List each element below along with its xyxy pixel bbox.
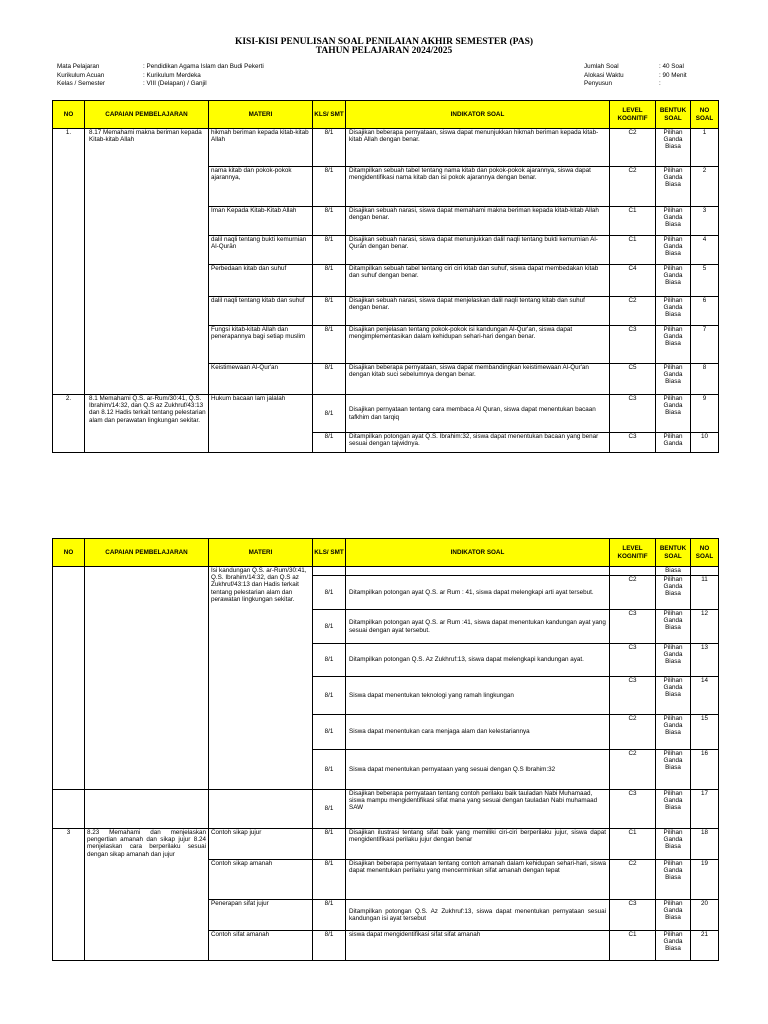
- capaian-cell: [85, 790, 209, 829]
- nosoal-cell: 17: [691, 790, 719, 829]
- kls-cell: 8/1: [313, 433, 346, 453]
- col-nosoal-header: NO SOAL: [691, 539, 719, 567]
- level-cell: C5: [610, 364, 656, 395]
- nosoal-cell: 16: [691, 750, 719, 790]
- row-number: [53, 790, 85, 829]
- materi-cell: Perbedaan kitab dan suhuf: [209, 265, 313, 297]
- bentuk-cell: Pilihan Ganda Biasa: [656, 677, 691, 715]
- indikator-cell: Disajikan beberapa pernyataan tentang contoh perilaku baik tauladan Nabi Muhamaad, siswa mampu mengidentifikasi sifat mana yang sesuai dengan tauladan Nabi muhamaad SAW: [346, 790, 610, 829]
- row-number: 1.: [53, 129, 85, 395]
- bentuk-cell: Pilihan Ganda Biasa: [656, 644, 691, 677]
- meta-key: Alokasi Waktu: [584, 71, 624, 79]
- meta-key: Kurikulum Acuan: [57, 71, 105, 79]
- indikator-cell: Ditampilkan sebuah tabel tentang ciri ciri kitab dan suhuf, siswa dapat membedakan kitab dan suhuf dengan benar.: [346, 265, 610, 297]
- materi-cell: Penerapan sifat jujur: [209, 900, 313, 931]
- meta-value: :: [659, 80, 661, 88]
- col-cp-header: CAPAIAN PEMBELAJARAN: [85, 101, 209, 129]
- col-materi-header: MATERI: [209, 101, 313, 129]
- indikator-cell: Disajikan sebuah narasi, siswa dapat memahami makna beriman kepada kitab-kitab Allah dengan benar.: [346, 207, 610, 236]
- col-nosoal-header: NO SOAL: [691, 101, 719, 129]
- kls-cell: 8/1: [313, 265, 346, 297]
- nosoal-cell: 19: [691, 860, 719, 900]
- kls-cell: 8/1: [313, 715, 346, 750]
- meta-row: [57, 72, 264, 81]
- meta-row: [584, 72, 687, 81]
- materi-cell: nama kitab dan pokok-pokok ajarannya,: [209, 167, 313, 207]
- nosoal-cell: 5: [691, 265, 719, 297]
- level-cell: C3: [610, 790, 656, 829]
- document-subtitle: TAHUN PELAJARAN 2024/2025: [315, 46, 453, 56]
- indikator-cell: siswa dapat mengidentifikasi sifat sifat amanah: [346, 931, 610, 961]
- indikator-cell: Disajikan ilustrasi tentang sifat baik yang memiliki ciri-ciri berperilaku jujur, siswa dapat mengidentifikasi perilaku jujur dengan benar: [346, 829, 610, 860]
- bentuk-cell: Biasa: [656, 567, 691, 576]
- kls-cell: 8/1: [313, 297, 346, 326]
- nosoal-cell: 18: [691, 829, 719, 860]
- document-title: KISI-KISI PENULISAN SOAL PENILAIAN AKHIR SEMESTER (PAS): [234, 37, 534, 47]
- bentuk-cell: Pilihan Ganda Biasa: [656, 900, 691, 931]
- level-cell: C3: [610, 677, 656, 715]
- bentuk-cell: Pilihan Ganda Biasa: [656, 395, 691, 433]
- kls-cell: 8/1: [313, 236, 346, 265]
- nosoal-cell: 1: [691, 129, 719, 167]
- col-kls-header: KLS/ SMT: [313, 101, 346, 129]
- level-cell: C2: [610, 297, 656, 326]
- bentuk-cell: Pilihan Ganda Biasa: [656, 576, 691, 610]
- col-cp-header: CAPAIAN PEMBELAJARAN: [85, 539, 209, 567]
- indikator-cell: Disajikan penjelasan tentang pokok-pokok isi kandungan Al-Qur'an, siswa dapat mengimplementasikan dalam kehidupan sehari-hari dengan benar.: [346, 326, 610, 364]
- indikator-cell: Ditampilkan potongan Q.S. Az Zukhruf:13, siswa dapat menentukan pernyataan sesuai kandungan isi ayat tersebut: [346, 900, 610, 931]
- level-cell: C1: [610, 829, 656, 860]
- materi-cell: Hukum bacaan lam jalalah: [209, 395, 313, 453]
- nosoal-cell: 3: [691, 207, 719, 236]
- kls-cell: 8/1: [313, 790, 346, 829]
- meta-key: Kelas / Semester: [57, 80, 105, 88]
- bentuk-cell: Pilihan Ganda Biasa: [656, 236, 691, 265]
- row-number: 2.: [53, 395, 85, 453]
- col-bentuk-header: BENTUK SOAL: [656, 101, 691, 129]
- row-number: [53, 567, 85, 790]
- kls-cell: [313, 567, 346, 576]
- meta-key: Penyusun: [584, 80, 613, 88]
- table-row: [53, 129, 719, 167]
- bentuk-cell: Pilihan Ganda Biasa: [656, 364, 691, 395]
- table-row: [53, 790, 719, 829]
- nosoal-cell: 10: [691, 433, 719, 453]
- level-cell: C1: [610, 236, 656, 265]
- nosoal-cell: 15: [691, 715, 719, 750]
- meta-value: : Pendidikan Agama Islam dan Budi Pekerti: [143, 63, 264, 70]
- kls-cell: 8/1: [313, 395, 346, 433]
- indikator-cell: Disajikan beberapa pernyataan, siswa dapat menunjukkan hikmah beriman kepada kitab-kitab Allah dengan benar.: [346, 129, 610, 167]
- indikator-cell: Disajikan sebuah narasi, siswa dapat menjelaskan dalil naqli tentang kitab dan suhuf dengan benar.: [346, 297, 610, 326]
- row-number: 3: [53, 829, 85, 961]
- indikator-cell: Siswa dapat menentukan cara menjaga alam dan kelestariannya: [346, 715, 610, 750]
- level-cell: C1: [610, 931, 656, 961]
- indikator-cell: Ditampilkan sebuah tabel tentang nama kitab dan pokok-pokok ajarannya, siswa dapat mengidentifikasi nama kitab dan isi pokok ajarannya dengan benar.: [346, 167, 610, 207]
- level-cell: C2: [610, 167, 656, 207]
- bentuk-cell: Pilihan Ganda Biasa: [656, 750, 691, 790]
- kls-cell: 8/1: [313, 829, 346, 860]
- nosoal-cell: 21: [691, 931, 719, 961]
- level-cell: C2: [610, 129, 656, 167]
- indikator-cell: Disajikan beberapa pernyataan, siswa dapat membandingkan keistimewaan Al-Qur'an dengan kitab suci sebelumnya dengan benar.: [346, 364, 610, 395]
- header-row: [53, 539, 719, 567]
- meta-value: : 40 Soal: [659, 63, 684, 70]
- meta-key: Mata Pelajaran: [57, 63, 100, 70]
- meta-row: [57, 80, 264, 89]
- kls-cell: 8/1: [313, 207, 346, 236]
- bentuk-cell: Pilihan Ganda Biasa: [656, 829, 691, 860]
- indikator-cell: Siswa dapat menentukan pernyataan yang sesuai dengan Q.S Ibrahim:32: [346, 750, 610, 790]
- bentuk-cell: Pilihan Ganda: [656, 433, 691, 453]
- meta-value: : Kurikulum Merdeka: [143, 71, 201, 79]
- indikator-cell: Ditampilkan potongan Q.S. Az Zukhruf:13, siswa dapat melengkapi kandungan ayat.: [346, 644, 610, 677]
- meta-row: [584, 80, 687, 89]
- materi-cell: Iman Kepada Kitab-Kitab Allah: [209, 207, 313, 236]
- indikator-cell: [346, 567, 610, 576]
- kls-cell: 8/1: [313, 576, 346, 610]
- meta-value: : VIII (Delapan) / Ganjil: [143, 80, 207, 88]
- materi-cell: Contoh sikap amanah: [209, 860, 313, 900]
- level-cell: C1: [610, 207, 656, 236]
- nosoal-cell: [691, 567, 719, 576]
- materi-cell: hikmah beriman kepada kitab-kitab Allah: [209, 129, 313, 167]
- kisi-table-2: [52, 538, 719, 961]
- nosoal-cell: 4: [691, 236, 719, 265]
- kls-cell: 8/1: [313, 326, 346, 364]
- bentuk-cell: Pilihan Ganda Biasa: [656, 167, 691, 207]
- level-cell: C4: [610, 265, 656, 297]
- capaian-cell: [85, 567, 209, 790]
- level-cell: C3: [610, 395, 656, 433]
- meta-right: [584, 63, 687, 89]
- bentuk-cell: Pilihan Ganda Biasa: [656, 931, 691, 961]
- level-cell: C3: [610, 644, 656, 677]
- level-cell: [610, 567, 656, 576]
- bentuk-cell: Pilihan Ganda Biasa: [656, 326, 691, 364]
- col-no-header: NO: [53, 101, 85, 129]
- kls-cell: 8/1: [313, 900, 346, 931]
- kls-cell: 8/1: [313, 860, 346, 900]
- col-bentuk-header: BENTUK SOAL: [656, 539, 691, 567]
- indikator-cell: Ditampilkan potongan ayat Q.S. Ibrahim:32, siswa dapat menentukan bacaan yang benar sesuai dengan tajwidnya.: [346, 433, 610, 453]
- nosoal-cell: 13: [691, 644, 719, 677]
- capaian-cell: 8.23 Memahami dan menjelaskan pengertian amanah dan sikap jujur 8.24 menjelaskan cara berperilaku sesuai dengan sikap amanah dan jujur: [85, 829, 209, 961]
- col-indikator-header: INDIKATOR SOAL: [346, 101, 610, 129]
- meta-value: : 90 Menit: [659, 71, 687, 79]
- materi-cell: [209, 790, 313, 829]
- bentuk-cell: Pilihan Ganda Biasa: [656, 715, 691, 750]
- bentuk-cell: Pilihan Ganda Biasa: [656, 297, 691, 326]
- level-cell: C3: [610, 610, 656, 644]
- kls-cell: 8/1: [313, 644, 346, 677]
- meta-left: [57, 63, 264, 89]
- col-materi-header: MATERI: [209, 539, 313, 567]
- capaian-cell: 8.17 Memahami makna beriman kepada Kitab-kitab Allah: [85, 129, 209, 395]
- table-row: [53, 395, 719, 433]
- header-row: [53, 101, 719, 129]
- indikator-cell: Disajikan sebuah narasi, siswa dapat menunjukkan dalil naqli tentang bukti kemurnian Al-Qurān dengan benar.: [346, 236, 610, 265]
- nosoal-cell: 6: [691, 297, 719, 326]
- indikator-cell: Siswa dapat menentukan teknologi yang ramah lingkungan: [346, 677, 610, 715]
- bentuk-cell: Pilihan Ganda Biasa: [656, 610, 691, 644]
- kls-cell: 8/1: [313, 750, 346, 790]
- materi-cell: Keistimewaan Al-Qur'an: [209, 364, 313, 395]
- nosoal-cell: 7: [691, 326, 719, 364]
- capaian-cell: 8.1 Memahami Q.S. ar-Rum/30:41, Q.S. Ibrahim/14:32, dan Q.S az Zukhruf/43:13 dan 8.12 Hadis terkait tentang pelestarian alam dan perawatan lingkungan sekitar.: [85, 395, 209, 453]
- kls-cell: 8/1: [313, 931, 346, 961]
- nosoal-cell: 8: [691, 364, 719, 395]
- col-indikator-header: INDIKATOR SOAL: [346, 539, 610, 567]
- nosoal-cell: 9: [691, 395, 719, 433]
- bentuk-cell: Pilihan Ganda Biasa: [656, 207, 691, 236]
- level-cell: C2: [610, 715, 656, 750]
- kls-cell: 8/1: [313, 129, 346, 167]
- bentuk-cell: Pilihan Ganda Biasa: [656, 860, 691, 900]
- materi-cell: Isi kandungan Q.S. ar-Rum/30:41, Q.S. Ibrahim/14:32, dan Q.S az Zukhruf/43:13 dan Hadis terkait tentang pelestarian alam dan perawatan lingkungan sekitar.: [209, 567, 313, 790]
- level-cell: C3: [610, 900, 656, 931]
- bentuk-cell: Pilihan Ganda Biasa: [656, 790, 691, 829]
- kls-cell: 8/1: [313, 364, 346, 395]
- level-cell: C3: [610, 433, 656, 453]
- level-cell: C2: [610, 750, 656, 790]
- meta-row: [57, 63, 264, 72]
- meta-key: Jumlah Soal: [584, 63, 619, 70]
- indikator-cell: Disajikan pernyataan tentang cara membaca Al Quran, siswa dapat menentukan bacaan tafkhim dan tarqiq: [346, 395, 610, 433]
- kls-cell: 8/1: [313, 167, 346, 207]
- materi-cell: dalil naqli tentang kitab dan suhuf: [209, 297, 313, 326]
- level-cell: C3: [610, 326, 656, 364]
- table-row: [53, 829, 719, 860]
- bentuk-cell: Pilihan Ganda Biasa: [656, 129, 691, 167]
- continuation-row: [53, 567, 719, 576]
- materi-cell: dalil naqli tentang bukti kemurnian Al-Qurān: [209, 236, 313, 265]
- materi-cell: Contoh sikap jujur: [209, 829, 313, 860]
- nosoal-cell: 11: [691, 576, 719, 610]
- indikator-cell: Disajikan beberapa pernyataan tentang contoh amanah dalam kehidupan sehari-hari, siswa dapat menentukan perilaku yang mencerminkan sifat amanah dengan tepat: [346, 860, 610, 900]
- col-level-header: LEVEL KOGNITIF: [610, 101, 656, 129]
- nosoal-cell: 20: [691, 900, 719, 931]
- indikator-cell: Ditampilkan potongan ayat Q.S. ar Rum :41, siswa dapat menentukan kandungan ayat yang sesuai dengan ayat tersebut.: [346, 610, 610, 644]
- nosoal-cell: 12: [691, 610, 719, 644]
- col-level-header: LEVEL KOGNITIF: [610, 539, 656, 567]
- level-cell: C2: [610, 576, 656, 610]
- materi-cell: Contoh sifat amanah: [209, 931, 313, 961]
- level-cell: C2: [610, 860, 656, 900]
- nosoal-cell: 14: [691, 677, 719, 715]
- materi-cell: Fungsi kitab-kitab Allah dan penerapannya bagi setiap muslim: [209, 326, 313, 364]
- nosoal-cell: 2: [691, 167, 719, 207]
- col-no-header: NO: [53, 539, 85, 567]
- kls-cell: 8/1: [313, 677, 346, 715]
- indikator-cell: Ditampilkan potongan ayat Q.S. ar Rum : 41, siswa dapat melengkapi arti ayat tersebut.: [346, 576, 610, 610]
- meta-row: [584, 63, 687, 72]
- bentuk-cell: Pilihan Ganda Biasa: [656, 265, 691, 297]
- kisi-table-1: [52, 100, 719, 453]
- kls-cell: 8/1: [313, 610, 346, 644]
- col-kls-header: KLS/ SMT: [313, 539, 346, 567]
